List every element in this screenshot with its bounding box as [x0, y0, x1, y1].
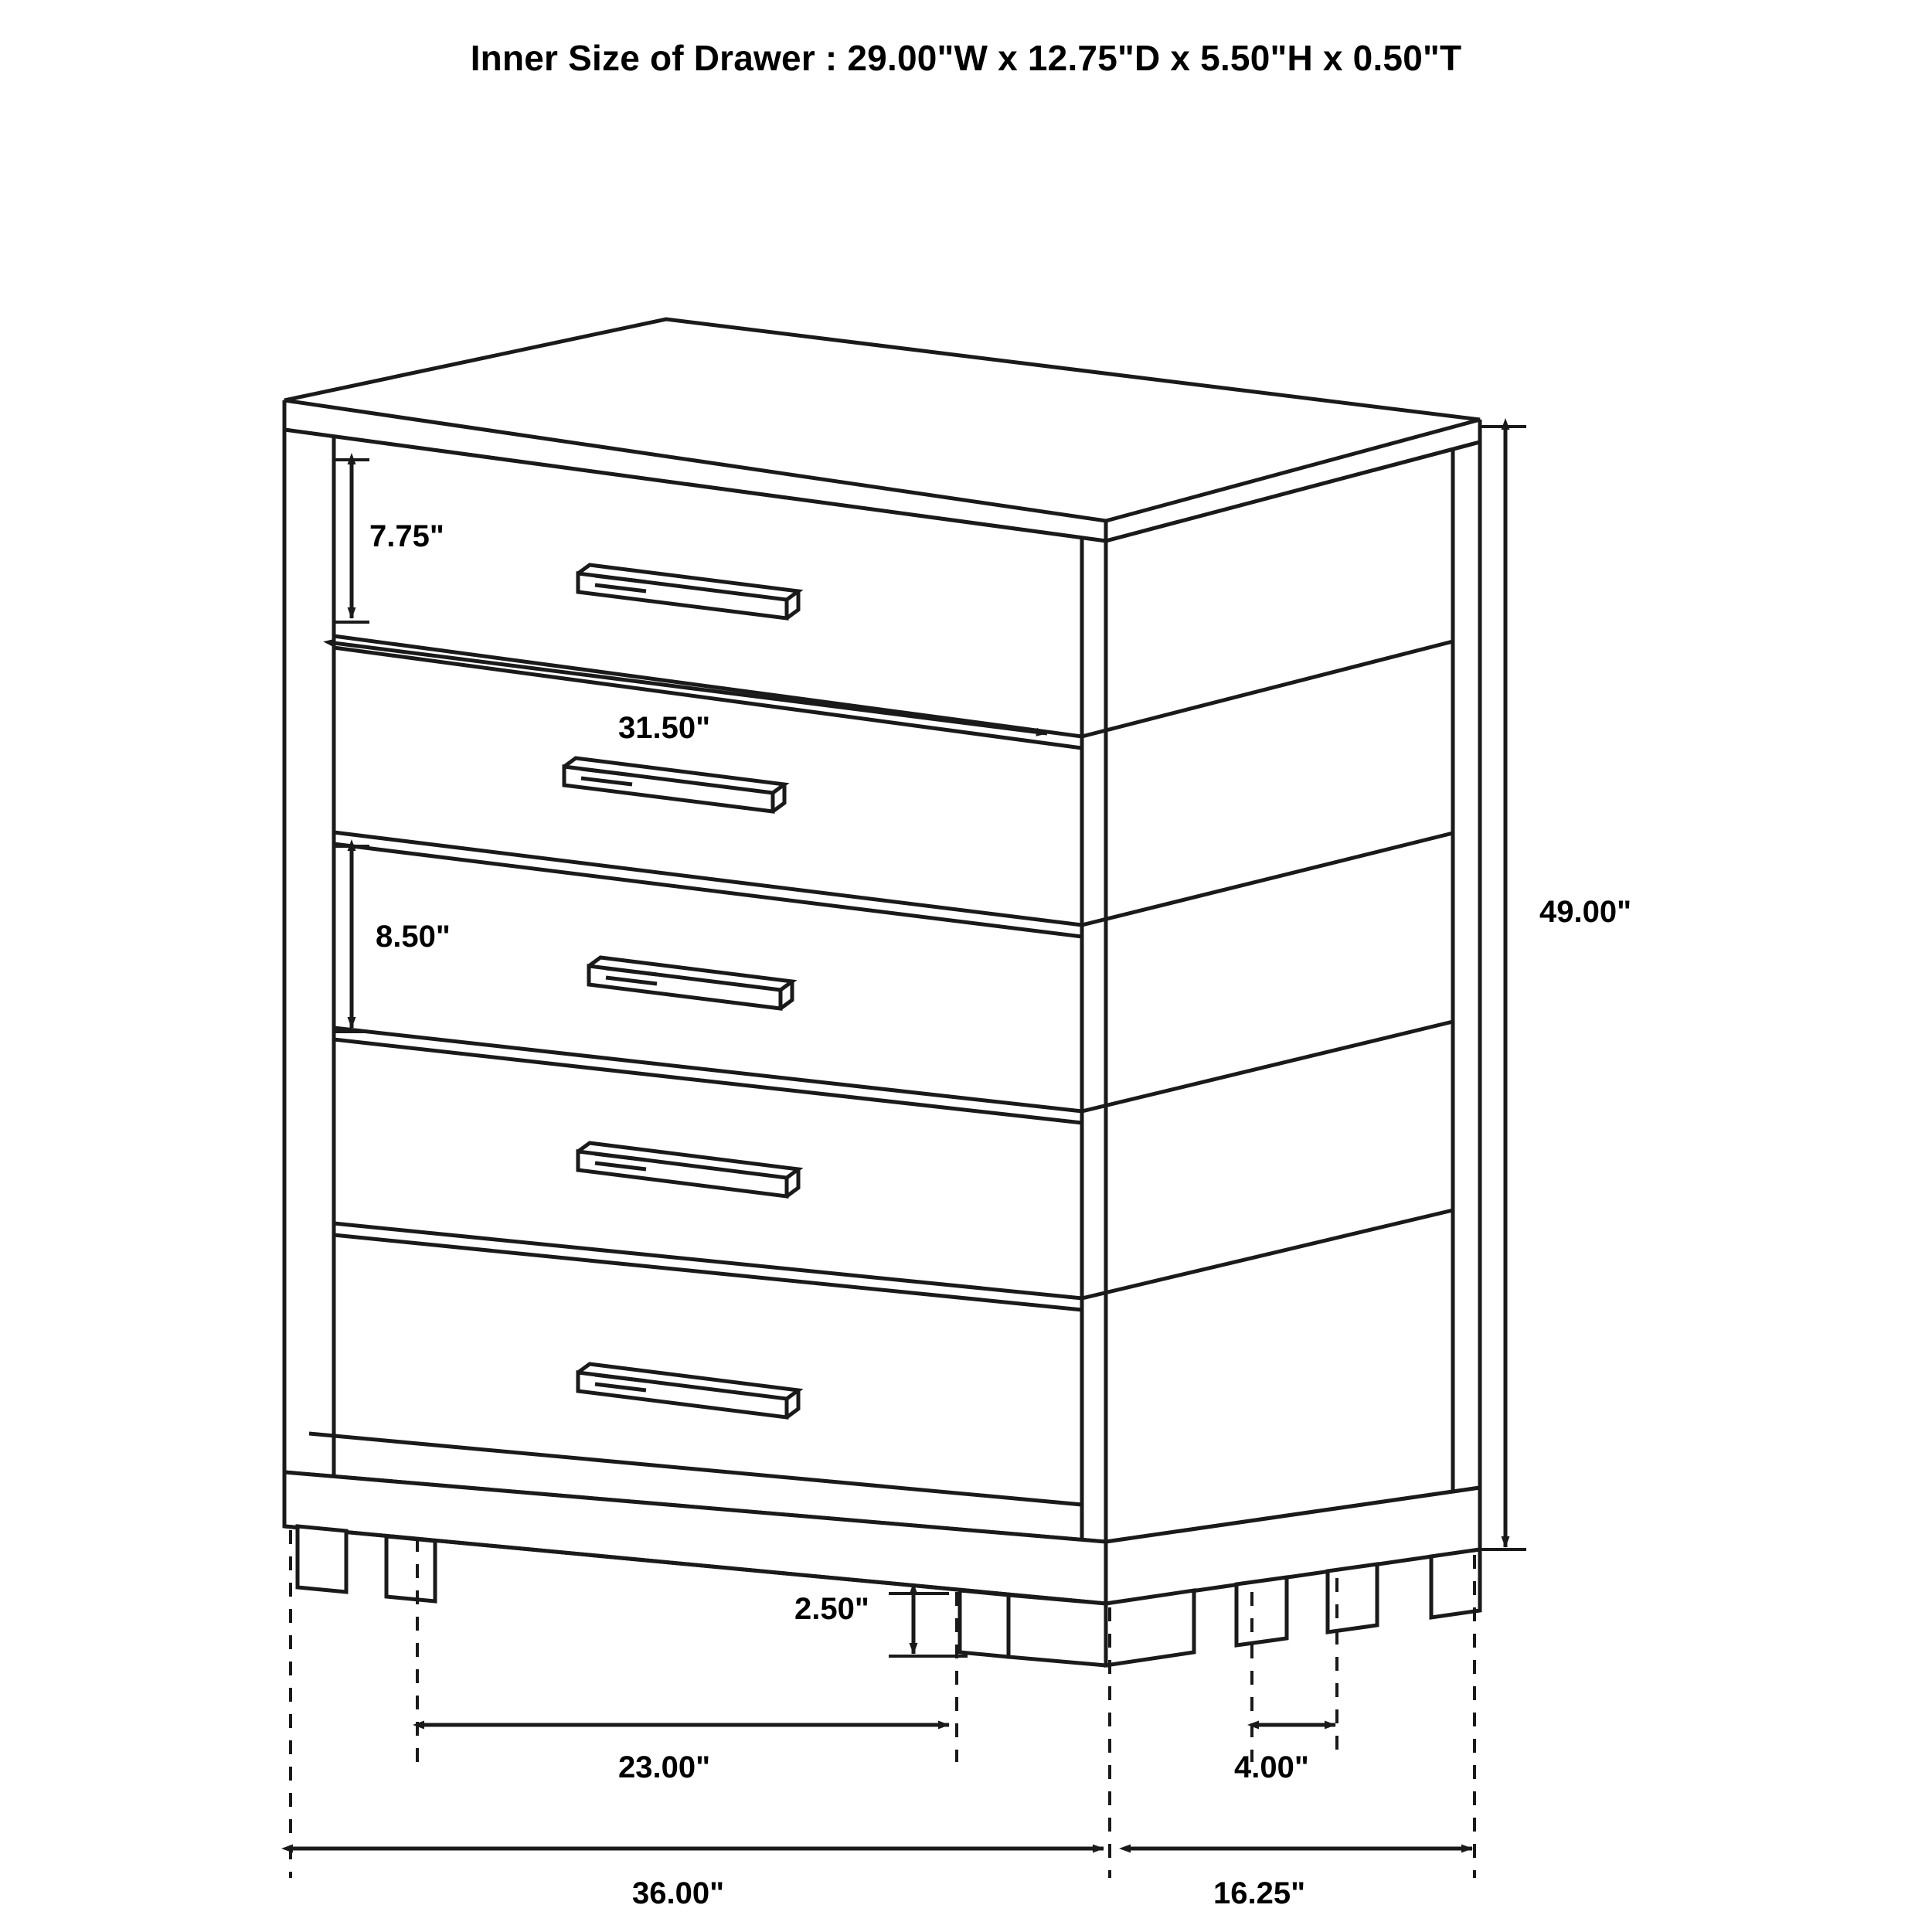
dimension-label-leg-depth-span: 4.00" [1234, 1750, 1309, 1784]
dimension-label-overall-width: 36.00" [632, 1876, 725, 1910]
dimension-label-leg-inset-span: 23.00" [618, 1750, 711, 1784]
dimension-label-second-drawer-height: 8.50" [376, 920, 451, 954]
page-title: Inner Size of Drawer : 29.00"W x 12.75"D x 5.50"H x 0.50"T [470, 38, 1462, 78]
dimension-label-drawer-front-width: 31.50" [618, 711, 711, 745]
dimension-label-top-drawer-height: 7.75" [369, 519, 444, 553]
dimension-label-leg-height: 2.50" [794, 1592, 869, 1626]
dimension-label-overall-depth: 16.25" [1213, 1876, 1306, 1910]
dimension-label-overall-height: 49.00" [1539, 895, 1632, 929]
